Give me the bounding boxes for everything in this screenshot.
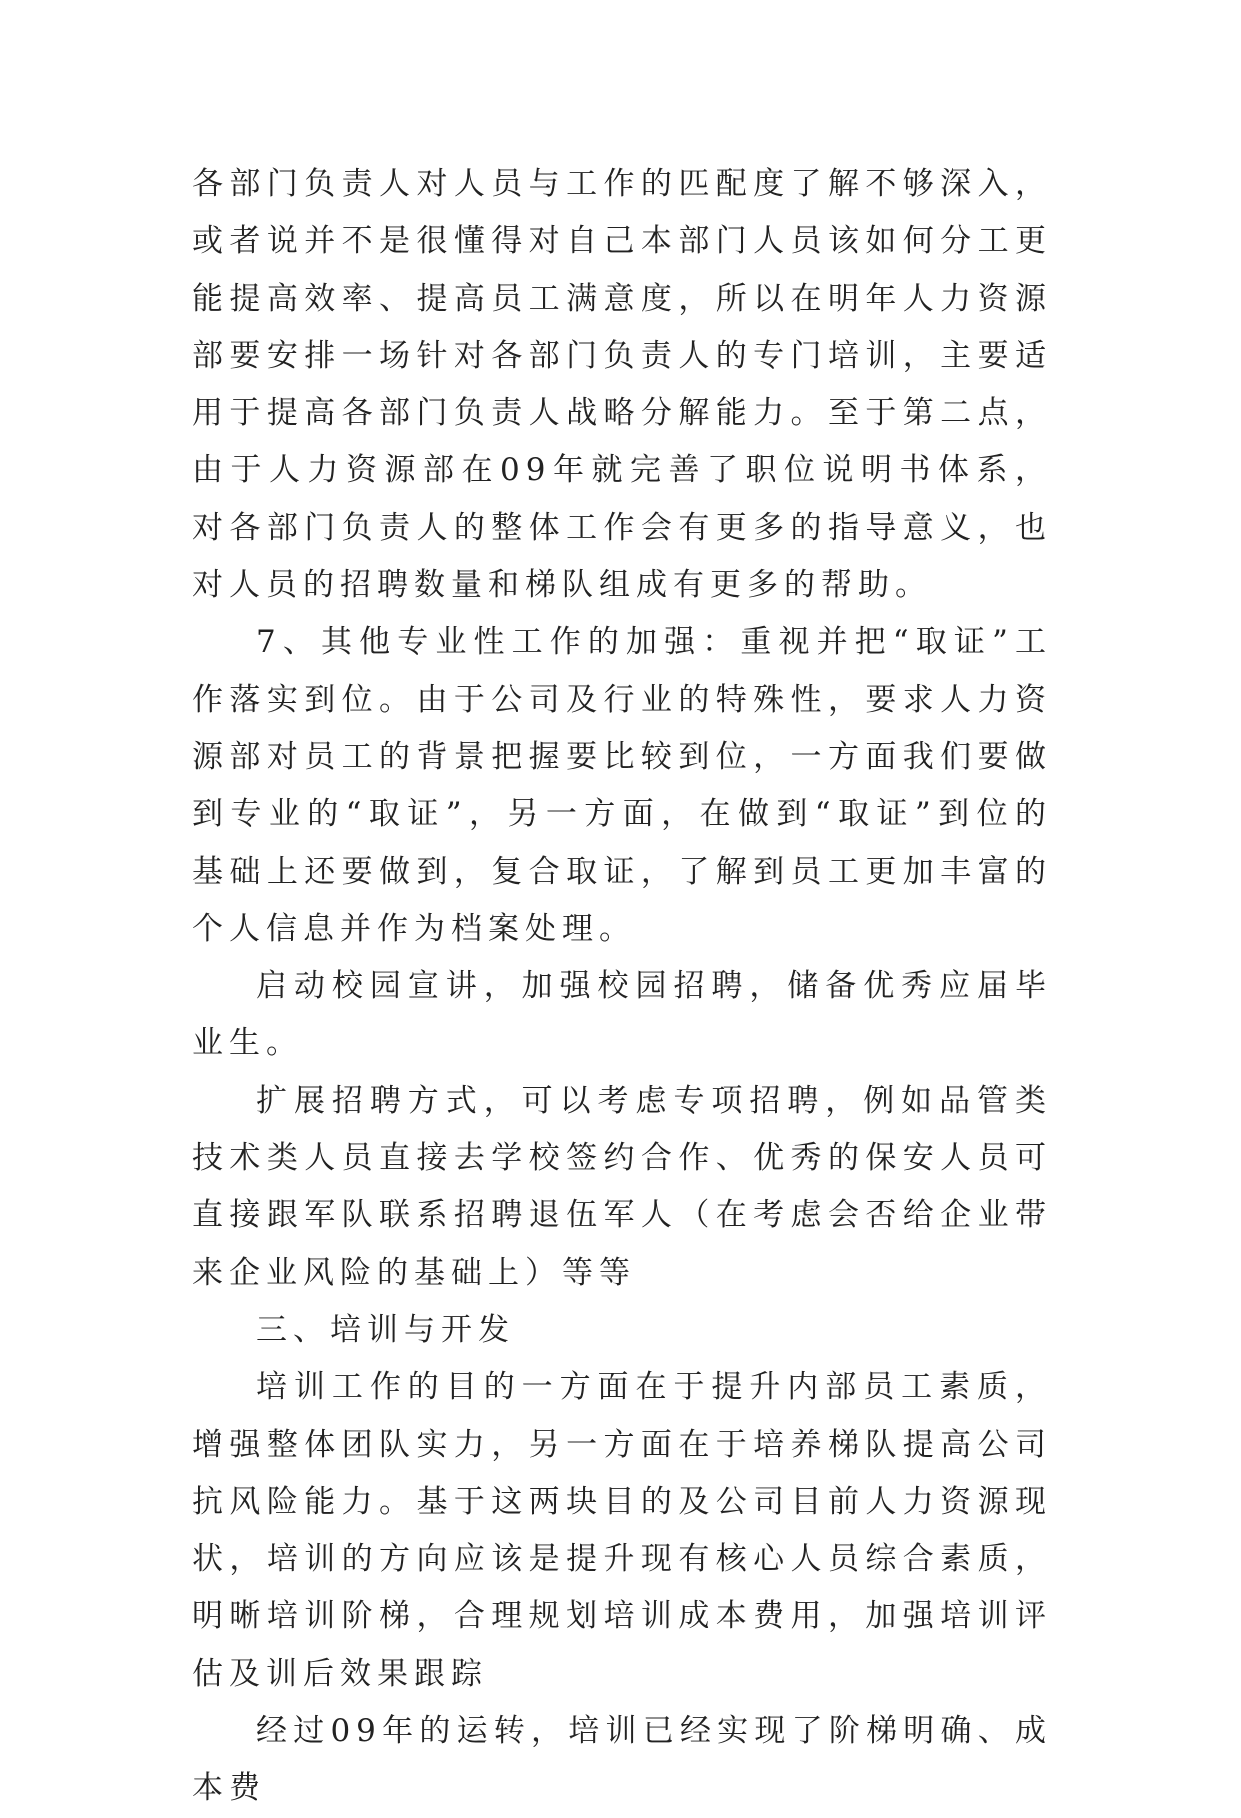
paragraph-item-7: 7、其他专业性工作的加强：重视并把“取证”工作落实到位。由于公司及行业的特殊性，要求人力资源部对员工的背景把握要比较到位，一方面我们要做到专业的“取证”，另一方面，在做到“取证”到位的基础上还要做到，复合取证，了解到员工更加丰富的个人信息并作为档案处理。 bbox=[192, 624, 1052, 947]
section-heading-training: 三、培训与开发 bbox=[256, 1311, 515, 1348]
paragraph-continuation: 各部门负责人对人员与工作的匹配度了解不够深入，或者说并不是很懂得对自己本部门人员该如何分工更能提高效率、提高员工满意度，所以在明年人力资源部要安排一场针对各部门负责人的专门培训，主要适用于提高各部门负责人战略分解能力。至于第二点，由于人力资源部在09年就完善了职位说明书体系，对各部门负责人的整体工作会有更多的指导意义，也对人员的招聘数量和梯队组成有更多的帮助。 bbox=[192, 166, 1052, 604]
paragraph-training-purpose: 培训工作的目的一方面在于提升内部员工素质，增强整体团队实力，另一方面在于培养梯队提高公司抗风险能力。基于这两块目的及公司目前人力资源现状，培训的方向应该是提升现有核心人员综合素质，明晰培训阶梯，合理规划培训成本费用，加强培训评估及训后效果跟踪 bbox=[192, 1369, 1052, 1692]
paragraph-training-progress: 经过09年的运转，培训已经实现了阶梯明确、成本费 bbox=[192, 1713, 1052, 1807]
paragraph-recruiting-methods: 扩展招聘方式，可以考虑专项招聘，例如品管类技术类人员直接去学校签约合作、优秀的保安人员可直接跟军队联系招聘退伍军人（在考虑会否给企业带来企业风险的基础上）等等 bbox=[192, 1082, 1052, 1291]
paragraph-campus-recruiting: 启动校园宣讲，加强校园招聘，储备优秀应届毕业生。 bbox=[192, 968, 1052, 1062]
document-body bbox=[192, 156, 1052, 1818]
